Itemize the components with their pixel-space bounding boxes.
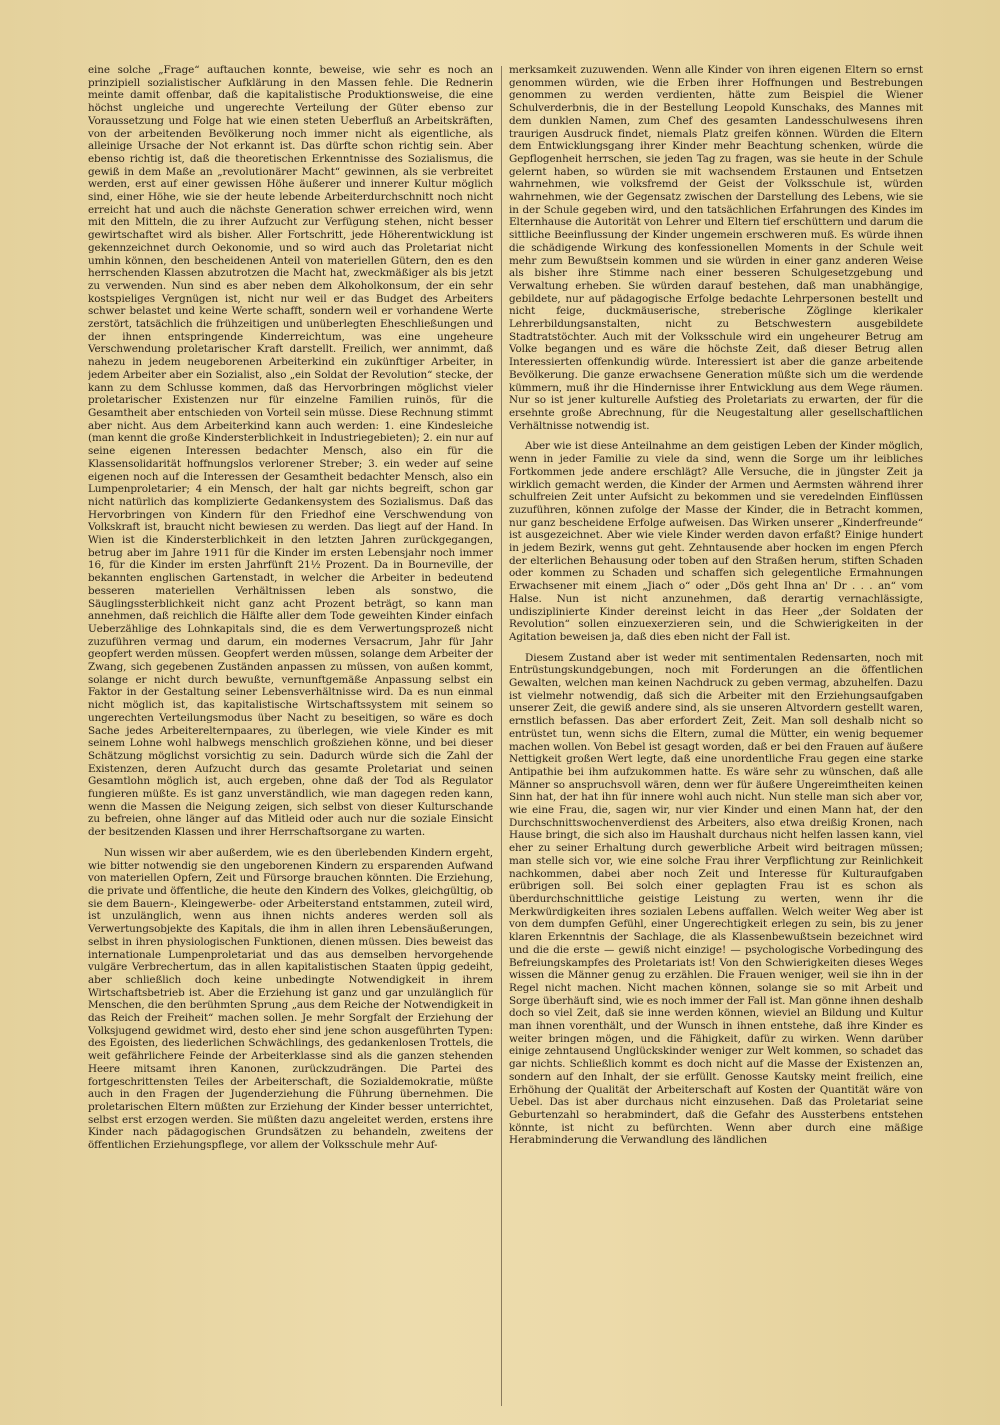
right-column xyxy=(509,64,923,1414)
paragraph: Nun wissen wir aber außerdem, wie es den überlebenden Kindern ergeht, wie bitter notwendig sie den ungeborenen Kindern zu ersparenden Aufwand von materiellen Opfern, Zeit und Fürsorge brauchen könnten. Die Erziehung, die private und öffentliche, die heute den Kindern des Volkes, gleichgültig, ob sie dem Bauern-, Kleingewerbe- oder Arbeiterstand entstammen, zuteil wird, ist unzulänglich, wenn aus ihnen nichts anderes werden soll als Verwertungsobjekte des Kapitals, die ihm in allen ihren Lebensäußerungen, selbst in ihren physiologischen Funktionen, dienen müssen. Dies beweist das internationale Lumpenproletariat und das aus demselben hervorgehende vulgäre Verbrechertum, das in allen kapitalistischen Staaten üppig gedeiht, aber schließlich doch keine unbedingte Notwendigkeit in ihrem Wirtschaftsbetrieb ist. Aber die Erziehung ist ganz und gar unzulänglich für Menschen, die den berühmten Sprung „aus dem Reiche der Notwendigkeit in das Reich der Freiheit“ machen sollen. Je mehr Sorgfalt der Erziehung der Volksjugend gewidmet wird, desto eher sind jene schon ausgeführten Typen: des Egoisten, des liederlichen Schwächlings, des gedankenlosen Trottels, die weit gefährlichere Feinde der Arbeiterklasse sind als die ganzen stehenden Heere mitsamt ihren Kanonen, zurückzudrängen. Die Partei des fortgeschrittensten Teiles der Arbeiterschaft, die Sozialdemokratie, müßte auch in den Fragen der Jugenderziehung die Führung übernehmen. Die proletarischen Eltern müßten zur Erziehung der Kinder besser unterrichtet, selbst erst erzogen werden. Sie müßten dazu angeleitet werden, erstens ihre Kinder nach pädagogischen Grundsätzen zu behandeln, zweitens der öffentlichen Erziehungspflege, vor allem der Volksschule mehr Auf- xyxy=(88,846,493,1152)
paragraph: Diesem Zustand aber ist weder mit sentimentalen Redensarten, noch mit Entrüstungskundgebungen, noch mit Forderungen an die öffentlichen Gewalten, welchen man keinen Nachdruck zu geben vermag, abzuhelfen. Dazu ist vielmehr notwendig, daß sich die Arbeiter mit den Erziehungsaufgaben unserer Zeit, die gewiß andere sind, als sie unseren Altvordern gestellt waren, ernstlich befassen. Das aber erfordert Zeit, Zeit. Man soll deshalb nicht so entrüstet tun, wenn sichs die Eltern, zumal die Mütter, ein wenig bequemer machen wollen. Von Bebel ist gesagt worden, daß er bei den Frauen auf äußere Nettigkeit großen Wert legte, daß eine unordentliche Frau gegen eine starke Antipathie bei ihm aufzukommen hatte. Es wäre sehr zu wünschen, daß alle Männer so anspruchsvoll wären, denn wer für äußere Ungereimtheiten keinen Sinn hat, der hat ihn für innere wohl auch nicht. Nun stelle man sich aber vor, wie eine Frau, die, sagen wir, nur vier Kinder und einen Mann hat, der den Durchschnittswochenverdienst des Arbeiters, also etwa dreißig Kronen, nach Hause bringt, die sich also im Haushalt durchaus nicht helfen lassen kann, viel eher zu seiner Erhaltung durch gewerbliche Arbeit wird beitragen müssen; man stelle sich vor, wie eine solche Frau ihrer Verpflichtung zur Reinlichkeit nachkommen, dabei aber noch Zeit und Interesse für Kulturaufgaben erübrigen soll. Bei solch einer geplagten Frau ist es schon als überdurchschnittliche geistige Leistung zu werten, wenn ihr die Merkwürdigkeiten ihres sozialen Lebens auffallen. Welch weiter Weg aber ist von dem dumpfen Gefühl, einer Ungerechtigkeit erlegen zu sein, bis zu jener klaren Erkenntnis der Sachlage, die als Klassenbewußtsein bezeichnet wird und die die erste — gewiß nicht einzige! — psychologische Vorbedingung des Befreiungskampfes des Proletariats ist! Von den Schwierigkeiten dieses Weges wissen die Männer genug zu erzählen. Die Frauen weniger, weil sie ihn in der Regel nicht machen. Nicht machen können, solange sie so mit Arbeit und Sorge überhäuft sind, wie es noch immer der Fall ist. Man gönne ihnen deshalb doch so viel Zeit, daß sie inne werden können, wieviel an Bildung und Kultur man ihnen vorenthält, und der Wunsch in ihnen entstehe, daß ihre Kinder es weiter bringen mögen, und die Fähigkeit, dafür zu wirken. Wenn darüber einige zehntausend Unglückskinder weniger zur Welt kommen, so schadet das gar nichts. Schließlich kommt es doch nicht auf die Masse der Existenzen an, sondern auf den Inhalt, der sie erfüllt. Genosse Kautsky meint freilich, eine Erhöhung der Qualität der Arbeiterschaft auf Kosten der Quantität wäre von Uebel. Das ist aber durchaus nicht einzusehen. Daß das Proletariat seine Geburtenzahl so herabmindert, daß die Gefahr des Aussterbens entstehen könnte, ist nicht zu befürchten. Wenn aber durch eine mäßige Herabminderung die Verwandlung des ländlichen xyxy=(509,651,923,1147)
column-divider xyxy=(501,66,502,1406)
paragraph: Aber wie ist diese Anteilnahme an dem geistigen Leben der Kinder möglich, wenn in jeder Familie zu viele da sind, wenn die Sorge um ihr leibliches Fortkommen jede andere erschlägt? Alle Versuche, die in jüngster Zeit ja wirklich gemacht werden, die Kinder der Armen und Aermsten während ihrer schulfreien Zeit unter Aufsicht zu bekommen und sie veredelnden Einflüssen zuzuführen, können zufolge der Masse der Kinder, die in Betracht kommen, nur ganz bescheidene Erfolge aufweisen. Das Wirken unserer „Kinderfreunde“ ist ausgezeichnet. Aber wie viele Kinder werden davon erfaßt? Einige hundert in jedem Bezirk, wenns gut geht. Zehntausende aber hocken im engen Pferch der elterlichen Behausung oder toben auf den Straßen herum, stiften Schaden oder kommen zu Schaden und schaffen sich gelegentliche Ermahnungen Erwachsener mit einem „Jiach o“ oder „Dös geht Ihna an' Dr . . . an“ vom Halse. Nun ist nicht anzunehmen, daß derartig vernachlässigte, undisziplinierte Kinder dereinst leicht in das Heer „der Soldaten der Revolution“ sollen einzuexerzieren sein, und die Schwierigkeiten in der Agitation beweisen ja, daß dies eben nicht der Fall ist. xyxy=(509,440,923,643)
paragraph: eine solche „Frage“ auftauchen konnte, beweise, wie sehr es noch an prinzipiell sozialistischer Aufklärung in den Massen fehle. Die Rednerin meinte damit offenbar, daß die kapitalistische Produktionsweise, die eine höchst ungleiche und ungerechte Verteilung der Güter ebenso zur Voraussetzung und Folge hat wie einen steten Ueberfluß an Arbeitskräften, von der arbeitenden Bevölkerung noch immer nicht als eigentliche, als alleinige Ursache der Not erkannt ist. Das dürfte schon richtig sein. Aber ebenso richtig ist, daß die theoretischen Erkenntnisse des Sozialismus, die gewiß in dem Maße an „revolutionärer Macht“ gewinnen, als sie verbreitet werden, erst auf einer gewissen Höhe äußerer und innerer Kultur möglich sind, einer Höhe, wie sie der heute lebende Arbeiterdurchschnitt noch nicht erreicht hat und auch die nächste Generation schwer erreichen wird, wenn mit den Mitteln, die zu ihrer Aufzucht zur Verfügung stehen, nicht besser gewirtschaftet wird als bisher. Aller Fortschritt, jede Höherentwicklung ist gekennzeichnet durch Oekonomie, und so wird auch das Proletariat nicht umhin können, den bescheidenen Anteil von materiellen Gütern, den es den herrschenden Klassen abzutrotzen die Macht hat, zweckmäßiger als bis jetzt zu verwenden. Nun sind es aber neben dem Alkoholkonsum, der ein sehr kostspieliges Vergnügen ist, nicht nur weil er das Budget des Arbeiters schwer belastet und keine Werte schafft, sondern weil er vorhandene Werte zerstört, tatsächlich die frühzeitigen und unüberlegten Eheschließungen und der ihnen entspringende Kinderreichtum, was eine ungeheure Verschwendung proletarischer Kraft darstellt. Freilich, wer annimmt, daß nahezu in jedem neugeborenen Arbeiterkind ein zukünftiger Arbeiter, in jedem Arbeiter aber ein Sozialist, also „ein Soldat der Revolution“ stecke, der kann zu dem Schlusse kommen, daß das Hervorbringen möglichst vieler proletarischer Existenzen nur für einzelne Familien ruinös, für die Gesamtheit aber entschieden von Vorteil sein müsse. Diese Rechnung stimmt aber nicht. Aus dem Arbeiterkind kann auch werden: 1. eine Kindesleiche (man kennt die große Kindersterblichkeit in Industriegebieten); 2. ein nur auf seine eigenen Interessen bedachter Mensch, also ein für die Klassensolidarität hoffnungslos verlorener Streber; 3. ein weder auf seine eigenen noch auf die Interessen der Gesamtheit bedachter Mensch, also ein Lumpenproletarier; 4 ein Mensch, der halt gar nichts begreift, schon gar nicht natürlich das komplizierte Gedankensystem des Sozialismus. Daß das Hervorbringen von Kindern für den Friedhof eine Verschwendung von Volkskraft ist, braucht nicht bewiesen zu werden. Das liegt auf der Hand. In Wien ist die Kindersterblichkeit in den letzten Jahren zurückgegangen, betrug aber im Jahre 1911 für die Kinder im ersten Lebensjahr noch immer 16, für die Kinder im ersten Jahrfünft 21½ Prozent. Da in Bourneville, der bekannten englischen Gartenstadt, in welcher die Arbeiter in bedeutend besseren materiellen Verhältnissen leben als sonstwo, die Säuglingssterblichkeit nicht ganz acht Prozent beträgt, so kann man annehmen, daß reichlich die Hälfte aller dem Tode geweihten Kinder einfach Ueberzählige des Lohnkapitals sind, die es dem Verwertungsprozeß nicht zuzuführen vermag und darum, ein modernes Versacrum, Jahr für Jahr geopfert werden müssen. Geopfert werden müssen, solange dem Arbeiter der Zwang, sich gegebenen Zuständen anpassen zu müssen, von außen kommt, solange er nicht durch bewußte, vernunftgemäße Anpassung selbst ein Faktor in der Gestaltung seiner Lebensverhältnisse wird. Da es nun einmal nicht möglich ist, das kapitalistische Wirtschaftssystem mit seinem so ungerechten Verteilungsmodus über Nacht zu beseitigen, so wäre es doch Sache jedes Arbeiterelternpaares, zu überlegen, wie viele Kinder es mit seinem Lohne wohl halbwegs menschlich großziehen könne, und bei dieser Schätzung möglichst vorsichtig zu sein. Dadurch würde sich die Zahl der Existenzen, deren Aufzucht durch das gesamte Proletariat und seinen Gesamtlohn möglich ist, auch ergeben, ohne daß der Tod als Regulator fungieren müßte. Es ist ganz unverständlich, wie man dagegen reden kann, wenn die Massen die Neigung zeigen, sich selbst von dieser Kulturschande zu befreien, ohne länger auf das Mitleid oder auch nur die soziale Einsicht der besitzenden Klassen und ihrer Herrschaftsorgane zu warten. xyxy=(88,64,493,839)
paragraph: merksamkeit zuzuwenden. Wenn alle Kinder von ihren eigenen Eltern so ernst genommen würden, wie die Erben ihrer Hoffnungen und Bestrebungen genommen zu werden verdienten, hätte zum Beispiel die Wiener Schulverderbnis, die in der Bestellung Leopold Kunschaks, des Mannes mit dem dunklen Namen, zum Chef des gesamten Landesschulwesens ihren traurigen Ausdruck findet, niemals Platz greifen können. Würden die Eltern dem Entwicklungsgang ihrer Kinder mehr Beachtung schenken, würde die Gepflogenheit herrschen, sie jeden Tag zu fragen, was sie heute in der Schule gelernt haben, so würden sie mit wachsendem Erstaunen und Entsetzen wahrnehmen, wie volksfremd der Geist der Volksschule ist, würden wahrnehmen, wie der Gegensatz zwischen der Darstellung des Lebens, wie sie in der Schule gegeben wird, und den tatsächlichen Erfahrungen des Kindes im Elternhause die Autorität von Lehrer und Eltern tief erschüttern und darum die sittliche Beeinflussung der Kinder ungemein erschweren muß. Es würde ihnen die schädigende Wirkung des konfessionellen Moments in der Schule weit mehr zum Bewußtsein kommen und sie würden in einer ganz anderen Weise als bisher ihre Stimme nach einer besseren Schulgesetzgebung und Verwaltung erheben. Sie würden darauf bestehen, daß man unabhängige, gebildete, nur auf pädagogische Erfolge bedachte Lehrpersonen bestellt und nicht feige, duckmäuserische, streberische Zöglinge klerikaler Lehrerbildungsanstalten, nicht zu Betschwestern ausgebildete Stadtratstöchter. Auch mit der Volksschule wird ein ungeheurer Betrug am Volke begangen und es wäre die höchste Zeit, daß dieser Betrug allen Interessierten offenkundig würde. Interessiert ist aber die ganze arbeitende Bevölkerung. Die ganze erwachsene Generation müßte sich um die werdende kümmern, muß ihr die Hindernisse ihrer Entwicklung aus dem Wege räumen. Nur so ist jener kulturelle Aufstieg des Proletariats zu erwarten, der für die ersehnte große Abrechnung, für die Neugestaltung aller gesellschaftlichen Verhältnisse notwendig ist. xyxy=(509,64,923,432)
left-column xyxy=(88,64,493,1414)
